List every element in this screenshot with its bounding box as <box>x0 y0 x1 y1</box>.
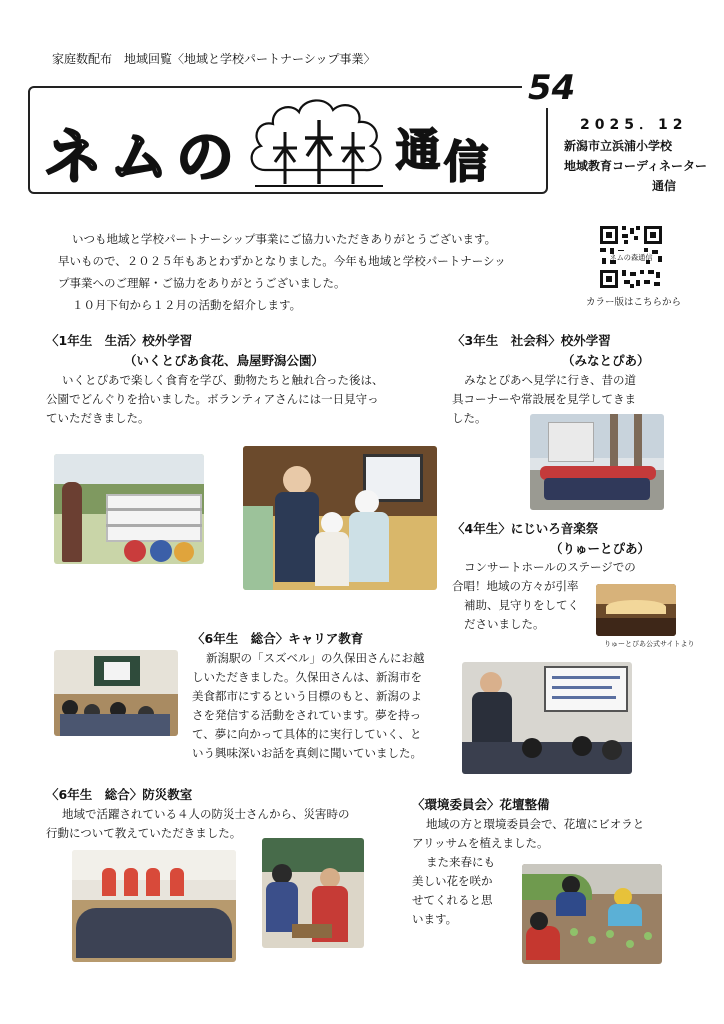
environment-line-6: います。 <box>412 912 458 926</box>
grade1-subtitle: （いくとぴあ食花、鳥屋野潟公園） <box>124 353 325 368</box>
issue-number: 54 <box>522 68 581 108</box>
grade1-title: 〈1年生 生活〉校外学習 <box>46 333 193 348</box>
grade3-line-1: みなとぴあへ見学に行き、昔の道 <box>464 373 637 387</box>
grade6-career-line-4: さを発信する活動をされています。夢を持っ <box>192 708 422 722</box>
grade4-line-1: コンサートホールのステージでの <box>464 560 636 574</box>
environment-line-5: せてくれると思 <box>412 893 493 907</box>
grade6-bousai-photo-small-group <box>262 838 364 948</box>
school-name: 新潟市立浜浦小学校 <box>564 139 673 153</box>
grade6-career-photo-classroom <box>54 650 178 736</box>
title-char-shin: 信 <box>444 137 488 188</box>
masthead-title <box>40 96 488 191</box>
title-char-no: の <box>176 123 235 191</box>
environment-line-3: また来春にも <box>426 855 495 869</box>
environment-line-4: 美しい花を咲か <box>412 874 493 888</box>
grade6-bousai-line-1: 地域で活躍されている４人の防災士さんから、災害時の <box>62 807 350 821</box>
tsushin-label: 通信 <box>652 179 677 193</box>
grade3-photo-minatopia <box>530 414 664 510</box>
environment-line-2: アリッサムを植えました。 <box>412 836 549 850</box>
grade6-bousai-line-2: 行動について教えていただきました。 <box>46 826 242 840</box>
title-char-ne: ネ <box>44 123 103 191</box>
tree-logo-icon <box>245 92 393 192</box>
grade1-line-3: ていただきました。 <box>46 411 150 425</box>
grade6-career-line-1: 新潟駅の「スズベル」の久保田さんにお越 <box>206 651 425 665</box>
title-char-tsu: 通 <box>396 125 440 176</box>
qr-caption: カラー版はこちらから <box>586 297 682 308</box>
intro-line-4: １０月下旬から１２月の活動を紹介します。 <box>72 298 302 312</box>
coordinator-label: 地域教育コーディネーター <box>564 159 708 173</box>
grade4-photo-concert-hall <box>596 584 676 636</box>
environment-line-1: 地域の方と環境委員会で、花壇にビオラと <box>426 817 645 831</box>
distribution-note: 家庭数配布 地域回覧〈地域と学校パートナーシップ事業〉 <box>52 52 376 66</box>
grade6-career-line-2: しいただきました。久保田さんは、新潟市を <box>192 670 422 684</box>
qr-inner-label: ネムの森通信 <box>609 253 653 262</box>
grade6-career-photo-speaker <box>462 662 632 774</box>
intro-line-2: 早いもので、２０２５年もあとわずかとなりました。今年も地域と学校パートナーシッ <box>58 254 506 268</box>
environment-photo-flowerbed <box>522 864 662 964</box>
grade1-line-1: いくとぴあで楽しく食育を学び、動物たちと触れ合った後は、 <box>62 373 384 387</box>
grade6-bousai-title: 〈6年生 総合〉防災教室 <box>46 787 193 802</box>
environment-title: 〈環境委員会〉花壇整備 <box>412 797 550 812</box>
intro-line-1: いつも地域と学校パートナーシップ事業にご協力いただきありがとうございます。 <box>72 232 497 246</box>
grade6-career-line-5: て、夢に向かって具体的に実行していく、と <box>192 727 422 741</box>
grade3-line-3: した。 <box>452 411 487 425</box>
grade3-subtitle: （みなとぴあ） <box>562 353 650 368</box>
grade6-career-title: 〈6年生 総合〉キャリア教育 <box>192 631 364 646</box>
grade3-line-2: 具コーナーや常設展を見学してきま <box>452 392 636 406</box>
grade4-photo-credit: りゅーとぴあ公式サイトより <box>604 640 695 648</box>
grade6-career-line-6: いう興味深いお話を真剣に聞いていました。 <box>192 746 422 760</box>
title-char-mu: ム <box>110 123 169 191</box>
grade1-photo-zoo <box>54 454 204 564</box>
grade4-line-3: 補助、見守りをしてく <box>464 598 579 612</box>
grade6-bousai-photo-gym <box>72 850 236 962</box>
qr-code-icon[interactable] <box>598 224 664 290</box>
intro-line-3: プ事業へのご理解・ご協力をありがとうございました。 <box>58 276 346 290</box>
grade6-career-line-3: 美食都市にするという目標のもと、新潟のよ <box>192 689 422 703</box>
grade4-line-2: 合唱！地域の方々が引率 <box>452 579 579 593</box>
grade4-subtitle: （りゅーとぴあ） <box>550 541 651 556</box>
grade4-title: 〈4年生〉にじいろ音楽祭 <box>452 521 599 536</box>
issue-date: 2025．12 <box>580 117 688 133</box>
grade1-line-2: 公園でどんぐりを拾いました。ボランティアさんには一日見守っ <box>46 392 379 406</box>
grade3-title: 〈3年生 社会科〉校外学習 <box>452 333 611 348</box>
grade4-line-4: ださいました。 <box>464 617 545 631</box>
grade1-photo-shokuiku <box>243 446 437 590</box>
